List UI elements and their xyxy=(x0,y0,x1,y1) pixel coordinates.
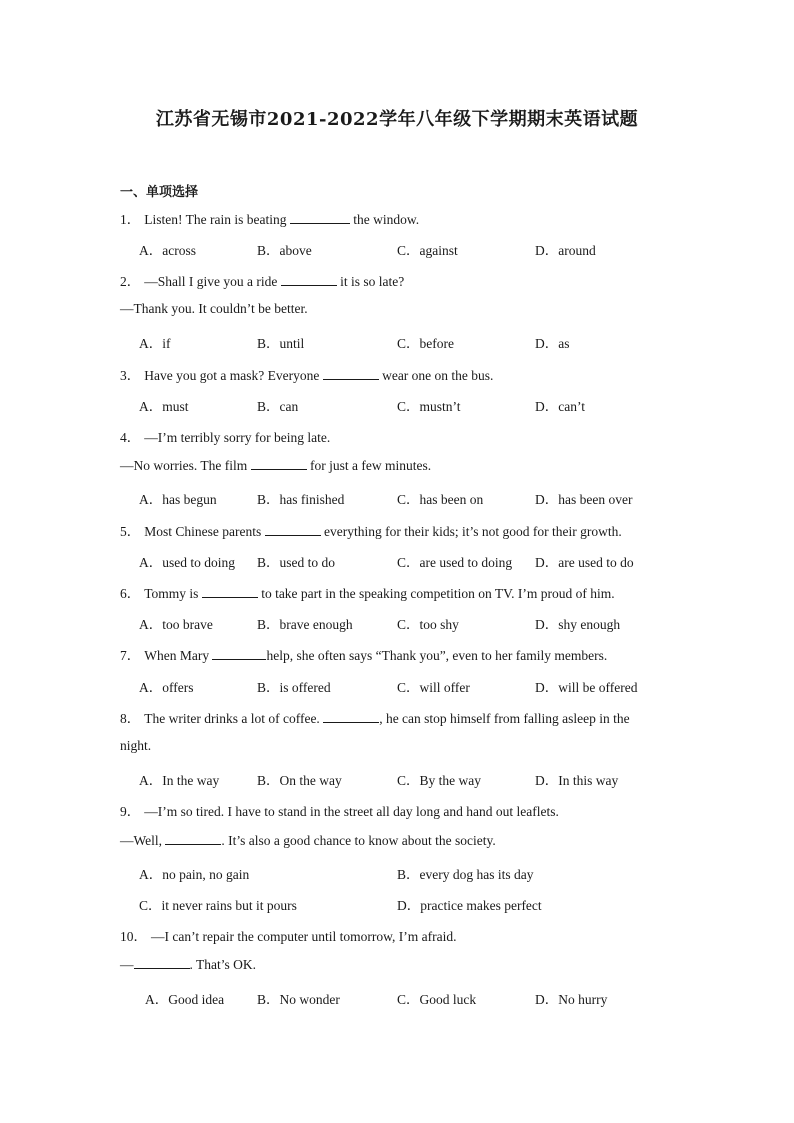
option-d: D．as xyxy=(535,336,570,351)
option-a: A．In the way xyxy=(139,773,220,788)
option-c: C．before xyxy=(397,336,454,351)
question-5 xyxy=(120,520,622,540)
question-line xyxy=(120,832,496,849)
option-d: D．are used to do xyxy=(535,555,634,570)
option-b: B．until xyxy=(257,336,305,351)
question-line: night. xyxy=(120,738,152,753)
question-number: 5． xyxy=(120,524,141,539)
question-text: to take part in the speaking competition on TV. I’m proud of him. xyxy=(257,586,615,601)
question-number: 9． xyxy=(120,804,141,819)
question-text: —I can’t repair the computer until tomorrow, I’m afraid. xyxy=(151,929,457,944)
question-text: . It’s also a good chance to know about the society. xyxy=(221,833,496,848)
option-d: D．has been over xyxy=(535,492,633,507)
question-number: 2． xyxy=(120,274,141,289)
answer-blank xyxy=(281,273,337,286)
question-number: 6． xyxy=(120,586,141,601)
question-text: Tommy is xyxy=(144,586,202,601)
option-c: C．Good luck xyxy=(397,992,477,1007)
question-number: 10． xyxy=(120,929,147,944)
question-text: it is so late? xyxy=(336,274,405,289)
option-d: D．No hurry xyxy=(535,992,608,1007)
question-text: , he can stop himself from falling asleep in the xyxy=(379,711,630,726)
question-3 xyxy=(120,364,493,384)
answer-blank xyxy=(323,710,379,723)
option-a: A．has begun xyxy=(139,492,217,507)
option-a: A．offers xyxy=(139,680,194,695)
question-9 xyxy=(120,800,559,820)
question-number: 4． xyxy=(120,430,141,445)
question-number: 7． xyxy=(120,648,141,663)
page-title: 江苏省无锡市2021-2022学年八年级下学期期末英语试题 xyxy=(155,109,639,130)
option-b: B．can xyxy=(257,399,299,414)
question-text: Most Chinese parents xyxy=(144,524,265,539)
option-d: D．shy enough xyxy=(535,617,621,632)
option-c: C．will offer xyxy=(397,680,470,695)
question-text: The writer drinks a lot of coffee. xyxy=(144,711,324,726)
option-b: B．brave enough xyxy=(257,617,353,632)
option-a: A．Good idea xyxy=(145,992,225,1007)
question-7 xyxy=(120,644,607,664)
answer-blank xyxy=(212,647,266,660)
answer-blank xyxy=(202,585,258,598)
option-b: B．No wonder xyxy=(257,992,340,1007)
option-d: D．practice makes perfect xyxy=(397,898,542,913)
question-10 xyxy=(120,925,457,945)
question-text: for just a few minutes. xyxy=(306,458,432,473)
question-text: the window. xyxy=(349,212,420,227)
question-text: . That’s OK. xyxy=(189,957,256,972)
option-c: C．against xyxy=(397,243,458,258)
question-text: wear one on the bus. xyxy=(378,368,494,383)
question-text: — xyxy=(120,957,134,972)
question-8 xyxy=(120,707,630,727)
option-b: B．above xyxy=(257,243,312,258)
question-number: 1． xyxy=(120,212,141,227)
answer-blank xyxy=(290,211,350,224)
option-c: C．too shy xyxy=(397,617,459,632)
option-a: A．no pain, no gain xyxy=(139,867,250,882)
option-a: A．used to doing xyxy=(139,555,235,570)
option-b: B．On the way xyxy=(257,773,342,788)
question-number: 8． xyxy=(120,711,141,726)
option-b: B．every dog has its day xyxy=(397,867,534,882)
question-text: —I’m so tired. I have to stand in the street all day long and hand out leaflets. xyxy=(144,804,559,819)
question-text: help, she often says “Thank you”, even to her family members. xyxy=(266,648,608,663)
question-2 xyxy=(120,270,404,290)
question-4 xyxy=(120,426,330,446)
answer-blank xyxy=(251,457,307,470)
question-line xyxy=(120,956,256,973)
option-c: C．are used to doing xyxy=(397,555,513,570)
option-c: C．By the way xyxy=(397,773,481,788)
answer-blank xyxy=(165,832,221,845)
question-text: —No worries. The film xyxy=(120,458,251,473)
question-text: —Shall I give you a ride xyxy=(144,274,281,289)
answer-blank xyxy=(134,956,190,969)
option-c: C．mustn’t xyxy=(397,399,461,414)
option-a: A．if xyxy=(139,336,171,351)
question-text: —I’m terribly sorry for being late. xyxy=(144,430,331,445)
question-number: 3． xyxy=(120,368,141,383)
option-b: B．has finished xyxy=(257,492,345,507)
option-a: A．across xyxy=(139,243,196,258)
answer-blank xyxy=(265,523,321,536)
answer-blank xyxy=(323,367,379,380)
question-6 xyxy=(120,582,615,602)
option-b: B．used to do xyxy=(257,555,336,570)
option-b: B．is offered xyxy=(257,680,331,695)
question-line: —Thank you. It couldn’t be better. xyxy=(120,301,308,316)
option-a: A．must xyxy=(139,399,189,414)
question-text: everything for their kids; it’s not good for their growth. xyxy=(320,524,622,539)
question-text: Have you got a mask? Everyone xyxy=(144,368,323,383)
option-d: D．will be offered xyxy=(535,680,638,695)
option-d: D．can’t xyxy=(535,399,585,414)
question-text: When Mary xyxy=(144,648,213,663)
option-c: C．it never rains but it pours xyxy=(139,898,297,913)
question-1 xyxy=(120,208,419,228)
question-text: Listen! The rain is beating xyxy=(144,212,290,227)
option-c: C．has been on xyxy=(397,492,484,507)
option-a: A．too brave xyxy=(139,617,213,632)
question-line xyxy=(120,457,431,474)
section-heading: 一、单项选择 xyxy=(120,185,199,200)
option-d: D．around xyxy=(535,243,596,258)
question-text: —Well, xyxy=(120,833,166,848)
option-d: D．In this way xyxy=(535,773,619,788)
